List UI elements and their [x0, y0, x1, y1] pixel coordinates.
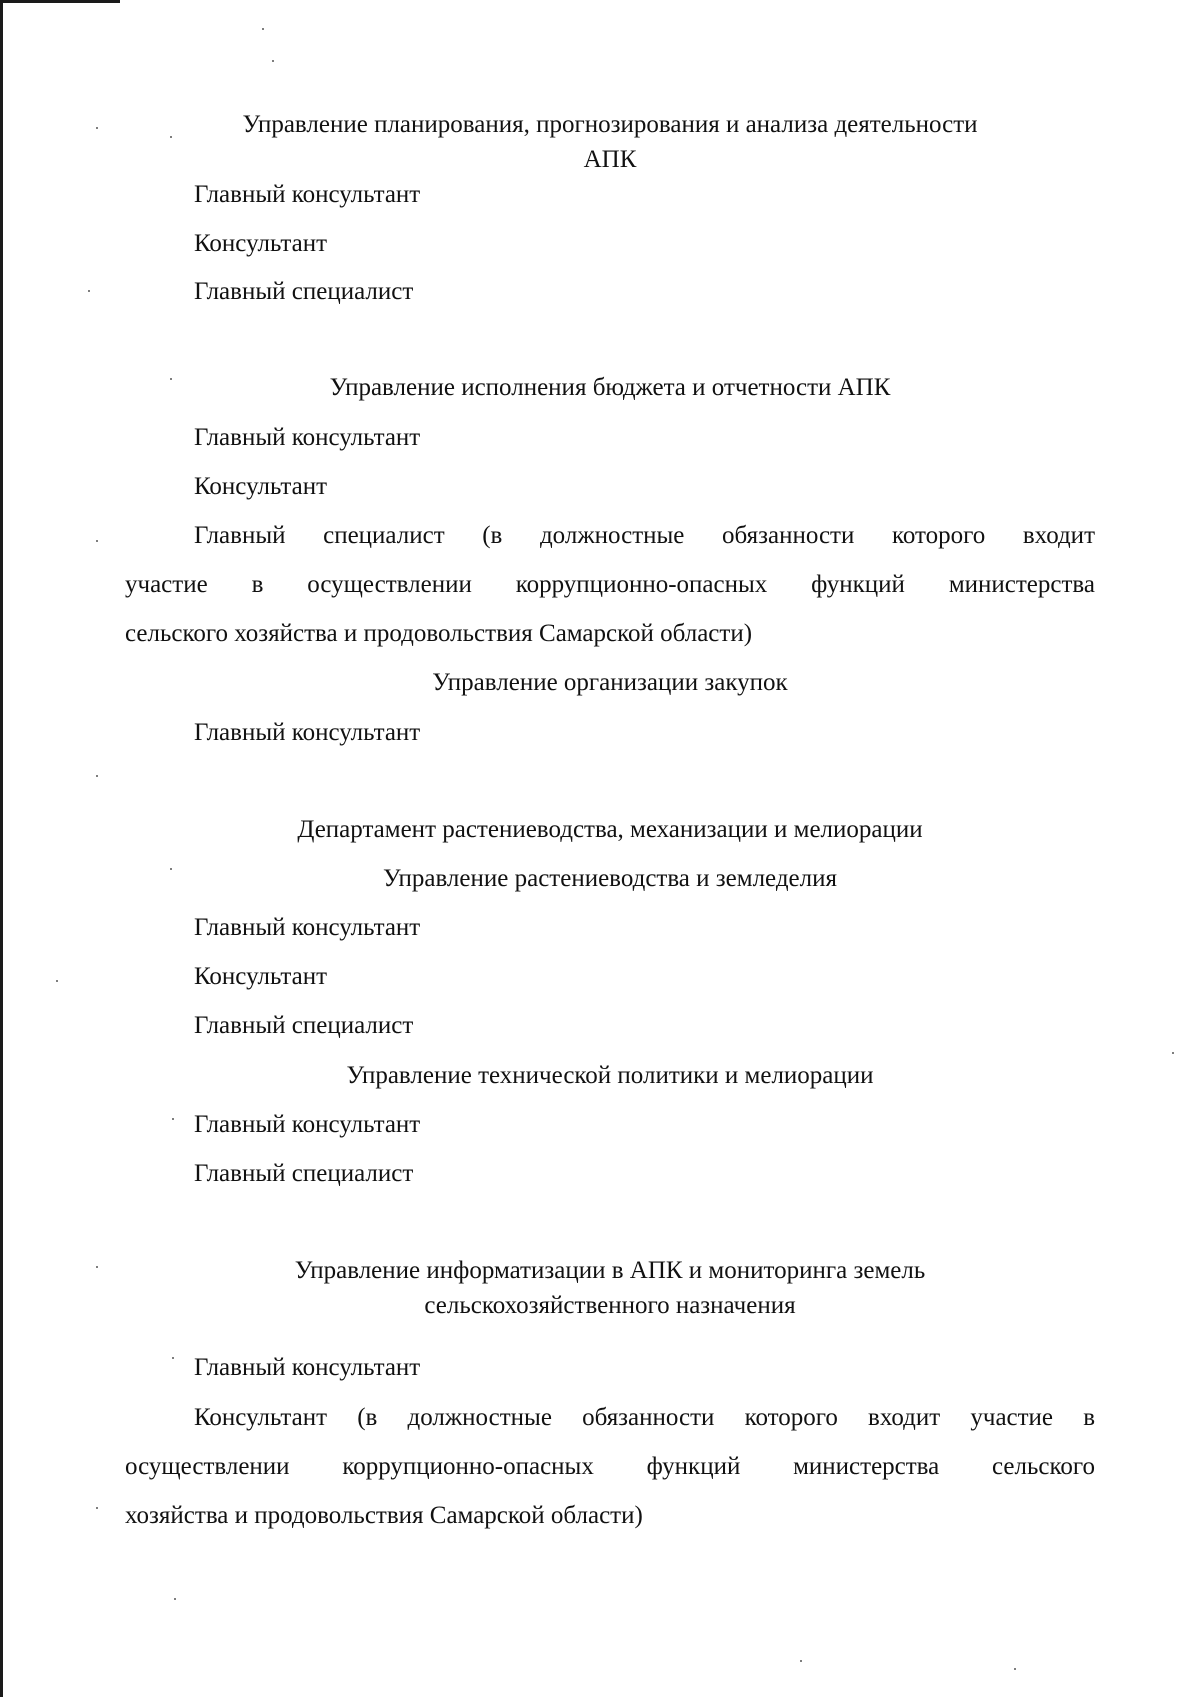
section-title-procurement: Управление организации закупок — [432, 669, 788, 696]
paragraph-line: хозяйства и продовольствия Самарской области) — [125, 1502, 643, 1529]
position-item: Главный специалист — [194, 1160, 414, 1187]
paragraph-line: Главный специалист (в должностные обязанности которого входит — [194, 522, 1095, 549]
scan-speck — [172, 1357, 174, 1359]
scan-speck — [56, 980, 58, 982]
position-item: Главный консультант — [194, 1354, 421, 1381]
position-item: Главный консультант — [194, 424, 421, 451]
paragraph-line: Консультант (в должностные обязанности которого входит участие в — [194, 1404, 1095, 1431]
scan-speck — [272, 60, 274, 62]
scan-speck — [170, 378, 172, 380]
scan-speck — [1172, 1052, 1174, 1054]
section-title-planning-line-1: Управление планирования, прогнозирования и анализа деятельности — [242, 111, 978, 138]
section-title-crops: Управление растениеводства и земледелия — [382, 865, 837, 892]
paragraph-line: сельского хозяйства и продовольствия Самарской области) — [125, 620, 753, 647]
section-title-informatization-line-1: Управление информатизации в АПК и мониторинга земель — [294, 1257, 926, 1284]
position-item: Главный специалист — [194, 278, 414, 305]
scan-speck — [96, 1507, 98, 1509]
scan-speck — [96, 1266, 98, 1268]
scan-speck — [172, 1118, 174, 1120]
scan-speck — [170, 136, 172, 138]
position-item: Главный консультант — [194, 181, 421, 208]
position-item: Консультант — [194, 963, 328, 990]
position-item: Главный специалист — [194, 1012, 414, 1039]
scan-speck — [262, 28, 264, 30]
scan-speck — [174, 1598, 176, 1600]
section-title-informatization-line-2: сельскохозяйственного назначения — [424, 1292, 796, 1319]
scan-speck — [800, 1660, 802, 1662]
scan-speck — [96, 127, 98, 129]
scan-speck — [88, 290, 90, 292]
scan-left-edge — [0, 0, 3, 1697]
position-item: Консультант — [194, 230, 328, 257]
position-item: Главный консультант — [194, 1111, 421, 1138]
scan-speck — [96, 775, 98, 777]
scan-top-mark — [0, 0, 120, 3]
department-title: Департамент растениеводства, механизации и мелиорации — [297, 816, 923, 843]
position-item: Главный консультант — [194, 914, 421, 941]
position-item: Главный консультант — [194, 719, 421, 746]
section-title-planning-line-2: АПК — [583, 146, 637, 173]
position-item: Консультант — [194, 473, 328, 500]
scan-speck — [1014, 1668, 1016, 1670]
scan-speck — [170, 868, 172, 870]
section-title-budget: Управление исполнения бюджета и отчетности АПК — [329, 374, 891, 401]
scan-speck — [96, 540, 98, 542]
section-title-technical: Управление технической политики и мелиорации — [346, 1062, 874, 1089]
paragraph-line: участие в осуществлении коррупционно-опасных функций министерства — [125, 571, 1095, 598]
paragraph-line: осуществлении коррупционно-опасных функций министерства сельского — [125, 1453, 1095, 1480]
